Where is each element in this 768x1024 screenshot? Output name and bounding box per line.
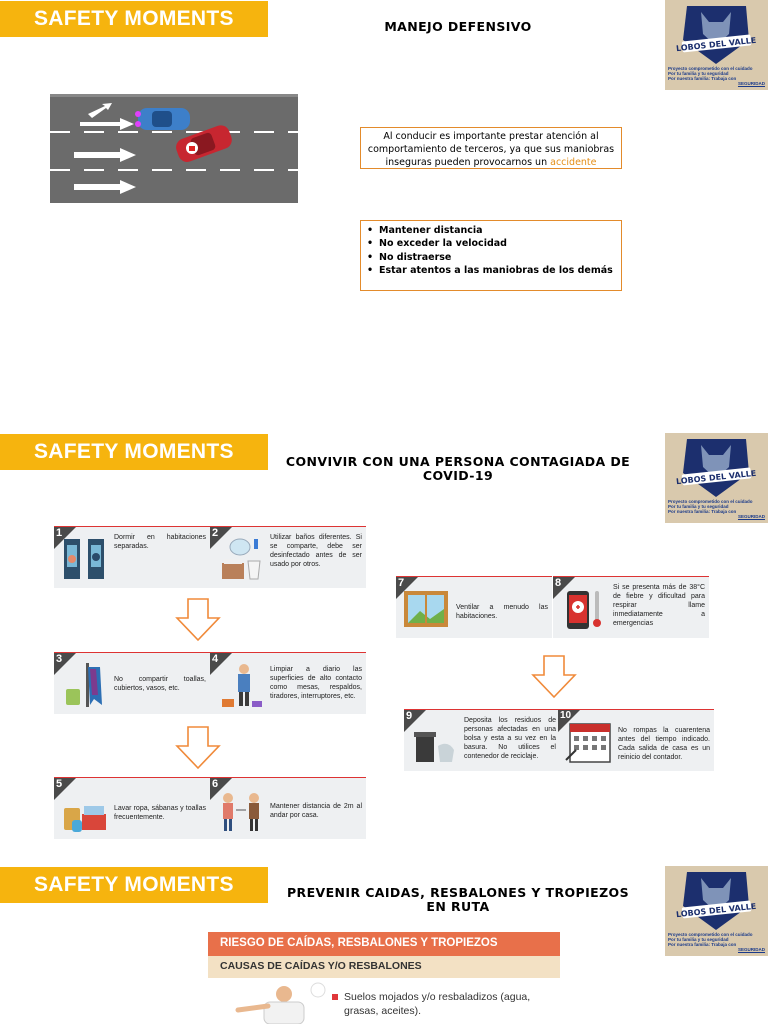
covid-step-9: 9 Deposita los residuos de personas afectadas en una bolsa y esta a su vez en la basura. No utilices el contenedor de reciclaje.	[404, 709, 560, 771]
lobos-del-valle-logo	[665, 0, 768, 90]
covid-step-10: 10 No rompas la cuarentena antes del tiempo indicado. Cada salida de casa es un reinicio del contador.	[558, 709, 714, 771]
covid-step-3: 3 No compartir toallas, cubiertos, vasos, etc.	[54, 652, 210, 714]
svg-text:LOBOS DEL VALLE: LOBOS DEL VALLE	[675, 35, 757, 54]
covid-step-8: 8 Si se presenta más de 38°C de fiebre y dificultad para respirar llame inmediatamente a emergencias	[553, 576, 709, 638]
driving-tip: • Estar atentos a las maniobras de los demás	[367, 264, 615, 277]
driving-tip: • No exceder la velocidad	[367, 237, 615, 250]
slide-title-manejo: MANEJO DEFENSIVO	[384, 19, 532, 34]
covid-step-1: 1 Dormir en habitaciones separadas.	[54, 526, 210, 588]
lobos-del-valle-logo	[665, 866, 768, 956]
lobos-del-valle-logo	[665, 433, 768, 523]
driving-intro-text: Al conducir es importante prestar atención al comportamiento de terceros, ya que sus maniobras inseguras pueden provocarnos un	[367, 131, 615, 168]
driving-intro-accent: accidente	[550, 157, 597, 168]
down-arrow-icon	[175, 598, 221, 642]
driving-tip: • Mantener distancia	[367, 224, 615, 237]
safety-moments-badge: SAFETY MOMENTS	[0, 434, 268, 470]
slipping-person-icon	[228, 980, 328, 1024]
safety-moments-badge: SAFETY MOMENTS	[0, 867, 268, 903]
falls-table-header: RIESGO DE CAÍDAS, RESBALONES Y TROPIEZOS	[208, 932, 560, 956]
falls-risk-table	[208, 932, 560, 1024]
covid-step-4: 4 Limpiar a diario las superficies de alto contacto como mesas, respaldos, tiradores, interruptores, etc.	[210, 652, 366, 714]
driving-tip: • No distraerse	[367, 251, 615, 264]
svg-text:LOBOS DEL VALLE: LOBOS DEL VALLE	[675, 468, 757, 487]
driving-tips-list	[360, 220, 622, 291]
slide-title-covid: CONVIVIR CON UNA PERSONA CONTAGIADA DE COVID-19	[285, 454, 631, 483]
driving-intro-box	[360, 127, 622, 169]
down-arrow-icon	[531, 655, 577, 699]
falls-table-subheader: CAUSAS DE CAÍDAS Y/O RESBALONES	[208, 956, 560, 978]
logo-caption: Proyecto comprometido con el cuidado Por tu familia y tu seguridad Por nuestra familia: Trabaja con SEGURIDAD	[668, 66, 765, 86]
falls-cause-row	[208, 978, 560, 1024]
covid-step-5: 5 Lavar ropa, sábanas y toallas frecuentemente.	[54, 777, 210, 839]
down-arrow-icon	[175, 726, 221, 770]
covid-step-2: 2 Utilizar baños diferentes. Si se comparte, debe ser desinfectado antes de ser usado por otros.	[210, 526, 366, 588]
logo-caption: Proyecto comprometido con el cuidado Por tu familia y tu seguridad Por nuestra familia: Trabaja con SEGURIDAD	[668, 932, 765, 952]
logo-caption: Proyecto comprometido con el cuidado Por tu familia y tu seguridad Por nuestra familia: Trabaja con SEGURIDAD	[668, 499, 765, 519]
safety-moments-badge: SAFETY MOMENTS	[0, 1, 268, 37]
covid-step-7: 7 Ventilar a menudo las habitaciones.	[396, 576, 552, 638]
covid-step-6: 6 Mantener distancia de 2m al andar por casa.	[210, 777, 366, 839]
svg-text:LOBOS DEL VALLE: LOBOS DEL VALLE	[675, 901, 757, 920]
road-illustration	[50, 94, 298, 203]
slide-title-falls: PREVENIR CAIDAS, RESBALONES Y TROPIEZOS EN RUTA	[287, 885, 629, 914]
falls-cause-item: Suelos mojados y/o resbaladizos (agua, grasas, aceites).	[344, 990, 554, 1018]
